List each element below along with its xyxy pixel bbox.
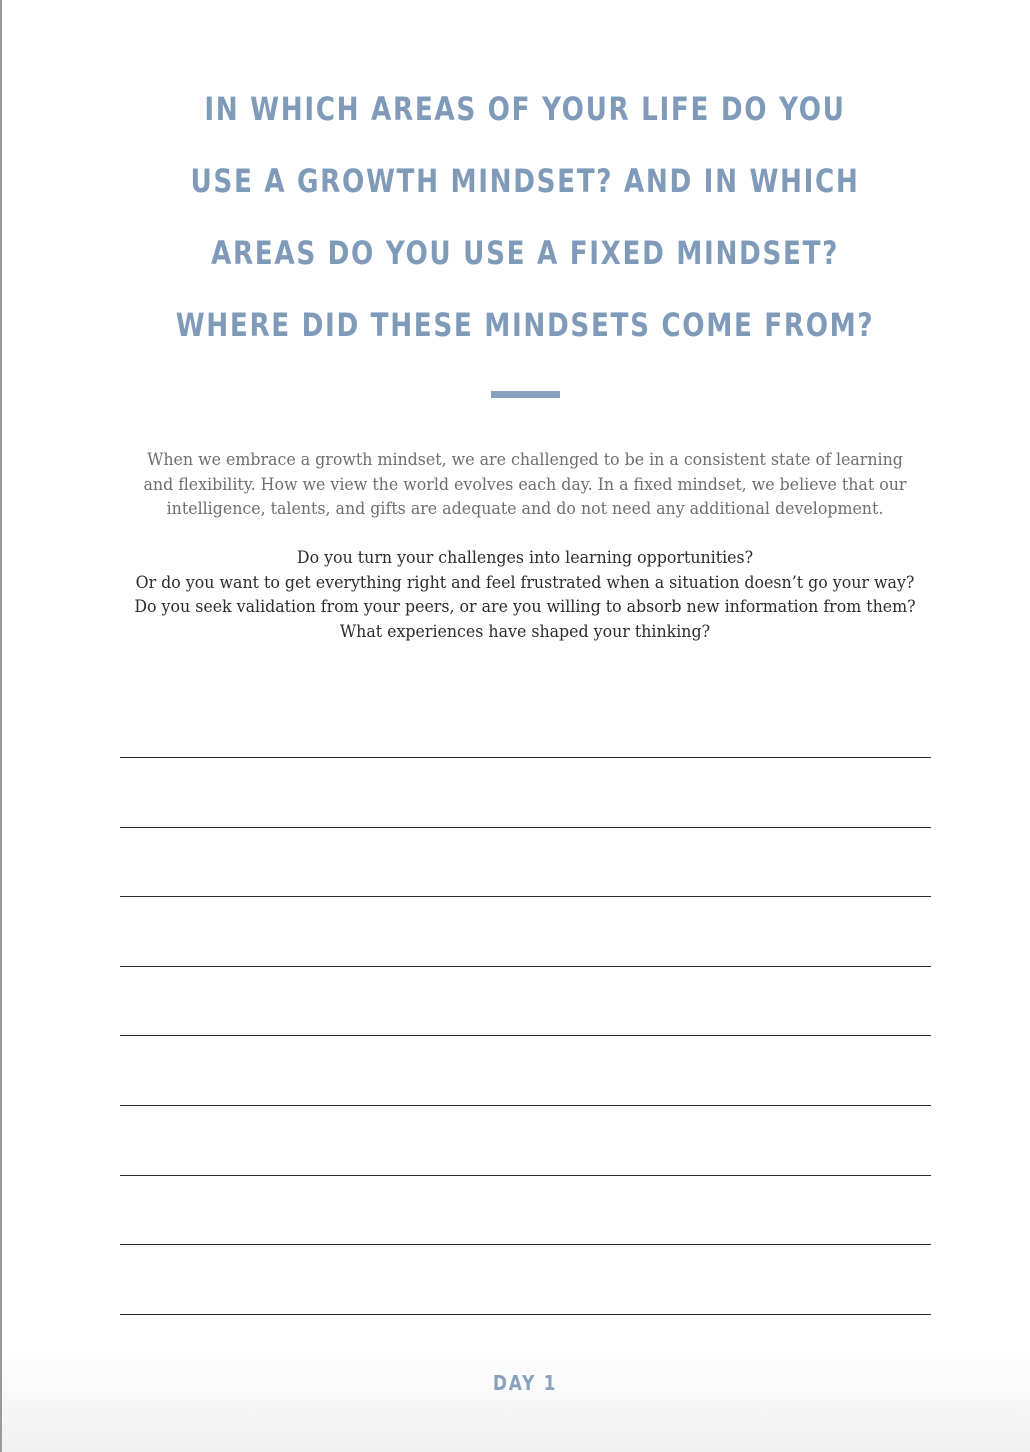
- writing-line[interactable]: [120, 1244, 931, 1245]
- question-line-1: Do you turn your challenges into learning opportunities?: [296, 548, 754, 568]
- page-title: [96, 80, 954, 368]
- writing-line[interactable]: [120, 1314, 931, 1315]
- intro-paragraph: [102, 448, 948, 522]
- prompt-questions: [102, 546, 948, 644]
- title-divider: [491, 391, 560, 398]
- title-line-2: USE A GROWTH MINDSET? AND IN WHICH: [190, 162, 860, 200]
- writing-line[interactable]: [120, 896, 931, 897]
- writing-line[interactable]: [120, 1035, 931, 1036]
- writing-line[interactable]: [120, 827, 931, 828]
- title-line-1: IN WHICH AREAS OF YOUR LIFE DO YOU: [204, 90, 846, 128]
- writing-line[interactable]: [120, 1105, 931, 1106]
- question-line-2: Or do you want to get everything right and feel frustrated when a situation doesn’t go your way?: [135, 572, 915, 593]
- question-line-4: What experiences have shaped your thinking?: [339, 621, 711, 642]
- writing-line[interactable]: [120, 757, 931, 758]
- title-line-4: WHERE DID THESE MINDSETS COME FROM?: [175, 306, 875, 344]
- question-line-3: Do you seek validation from your peers, or are you willing to absorb new information from them?: [134, 597, 916, 617]
- day-label: DAY 1: [492, 1371, 558, 1395]
- writing-line[interactable]: [120, 1175, 931, 1176]
- writing-line[interactable]: [120, 966, 931, 967]
- intro-line-1: When we embrace a growth mindset, we are challenged to be in a consistent state of learning: [147, 450, 903, 470]
- intro-line-2: and flexibility. How we view the world evolves each day. In a fixed mindset, we believe that our: [143, 474, 907, 495]
- intro-line-3: intelligence, talents, and gifts are adequate and do not need any additional development.: [166, 499, 884, 519]
- title-line-3: AREAS DO YOU USE A FIXED MINDSET?: [211, 234, 839, 272]
